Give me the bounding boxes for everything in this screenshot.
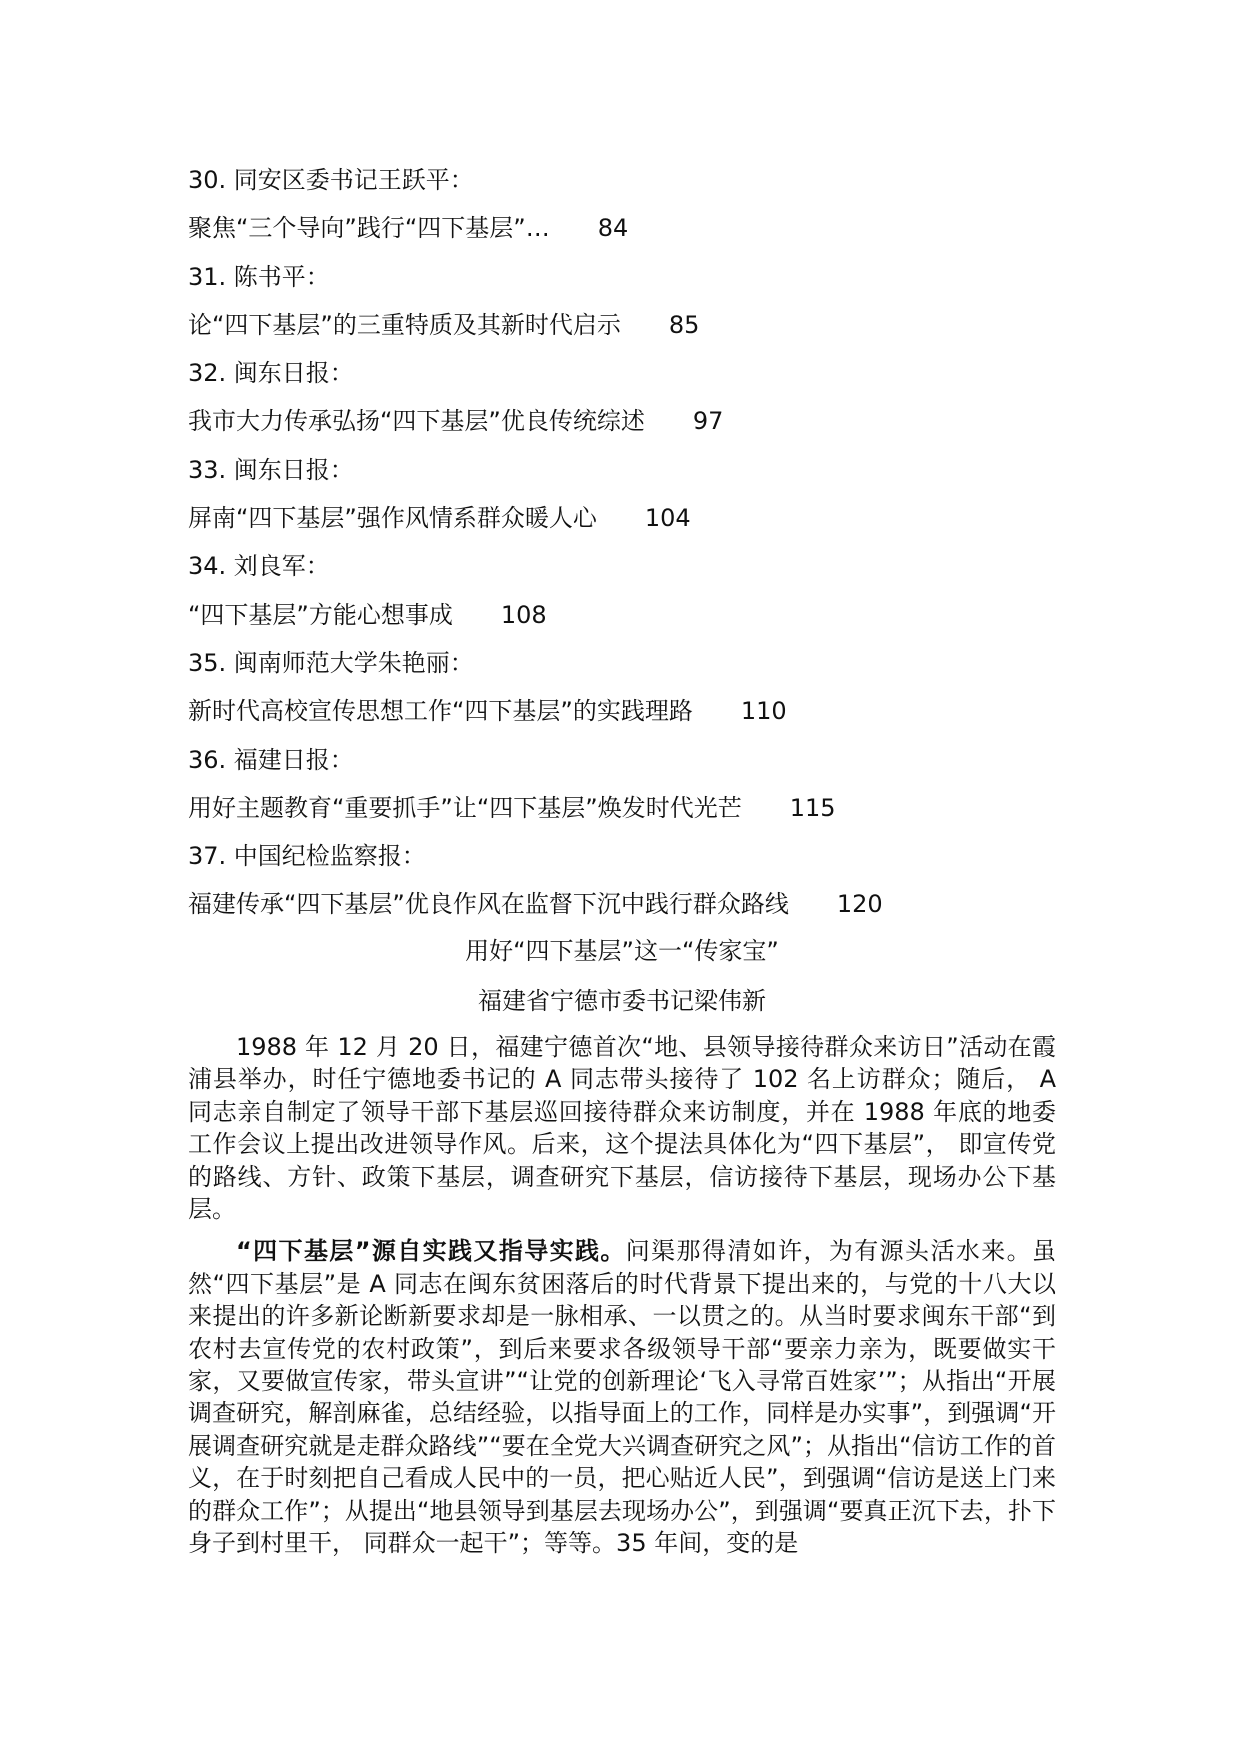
toc-entry-title [188,595,1088,643]
toc-heading: 36. 福建日报： [188,745,354,774]
toc-entry-title [188,788,1088,836]
toc-page-number: 115 [789,793,836,822]
toc-entry-heading [188,450,1088,498]
toc-title: 我市大力传承弘扬“四下基层”优良传统综述 [188,407,645,436]
toc-entry-title [188,498,1088,546]
toc-entry-heading [188,546,1088,594]
article-title: 用好“四下基层”这一“传家宝” [465,937,779,965]
toc-entry-heading [188,353,1088,401]
paragraph-lead-bold: “四下基层”源自实践又指导实践。 [236,1237,626,1266]
toc-page-number: 85 [668,310,700,339]
toc-page-number: 97 [692,407,724,436]
toc-heading: 30. 同安区委书记王跃平： [188,166,474,194]
toc-page-number: 84 [597,214,629,243]
toc-entry-heading [188,643,1088,691]
toc-title: 用好主题教育“重要抓手”让“四下基层”焕发时代光芒 [188,793,742,822]
paragraph-body: 问渠那得清如许，为有源头活水来。虽然“四下基层”是 A 同志在闽东贫困落后的时代背景下提出来的，与党的十八大以来提出的许多新论断新要求却是一脉相承、一以贯之的。从当时要求闽东干部“到农村去宣传党的农村政策”，到后来要求各级领导干部“要亲力亲为，既要做实干家，又要做宣传家，带头宣讲”“让党的创新理论‘飞入寻常百姓家’”；从指出“开展调查研究，解剖麻雀，总结经验，以指导面上的工作，同样是办实事”，到强调“开展调查研究就是走群众路线”“要在全党大兴调查研究之风”；从指出“信访工作的首义，在于时刻把自己看成人民中的一员，把心贴近人民”，到强调“信访是送上门来的群众工作”；从提出“地县领导到基层去现场办公”，到强调“要真正沉下去，扑下身子到村里干， 同群众一起干”；等等。35 年间，变的是 [188,1237,1057,1558]
toc-heading: 31. 陈书平： [188,262,330,291]
article-paragraph-2 [188,1235,1056,1559]
toc-entry-heading [188,740,1088,788]
toc-heading: 32. 闽东日报： [188,359,354,388]
article-paragraph-1: 1988 年 12 月 20 日，福建宁德首次“地、县领导接待群众来访日”活动在霞浦县举办，时任宁德地委书记的 A 同志带头接待了 102 名上访群众；随后， A 同志亲自制定了领导干部下基层巡回接待群众来访制度，并在 1988 年底的地委工作会议上提出改进领导作风。后来，这个提法具体化为“四下基层”， 即宣传党的路线、方针、政策下基层，调查研究下基层，信访接待下基层，现场办公下基层。 [188,1033,1056,1224]
article [188,931,1056,1560]
table-of-contents [188,160,1088,933]
toc-title: 福建传承“四下基层”优良作风在监督下沉中践行群众路线 [188,890,789,919]
toc-entry-title [188,208,1088,256]
toc-page-number: 104 [644,504,691,533]
toc-title: “四下基层”方能心想事成 [188,600,453,629]
toc-page-number: 108 [500,600,547,629]
toc-entry-title [188,884,1088,932]
article-byline: 福建省宁德市委书记梁伟新 [478,987,766,1015]
toc-heading: 34. 刘良军： [188,552,330,581]
toc-title: 屏南“四下基层”强作风情系群众暖人心 [188,504,597,533]
toc-page-number: 120 [836,890,883,919]
toc-title: 新时代高校宣传思想工作“四下基层”的实践理路 [188,697,693,726]
toc-entry-heading [188,160,1088,208]
toc-entry-heading [188,257,1088,305]
toc-title: 论“四下基层”的三重特质及其新时代启示 [188,310,621,339]
toc-heading: 35. 闽南师范大学朱艳丽： [188,648,474,677]
toc-entry-title [188,401,1088,449]
toc-heading: 37. 中国纪检监察报： [188,842,426,871]
toc-heading: 33. 闽东日报： [188,455,354,484]
toc-entry-heading [188,836,1088,884]
toc-entry-title [188,691,1088,739]
toc-page-number: 110 [740,697,787,726]
toc-title: 聚焦“三个导向”践行“四下基层”… [188,214,550,243]
toc-entry-title [188,305,1088,353]
